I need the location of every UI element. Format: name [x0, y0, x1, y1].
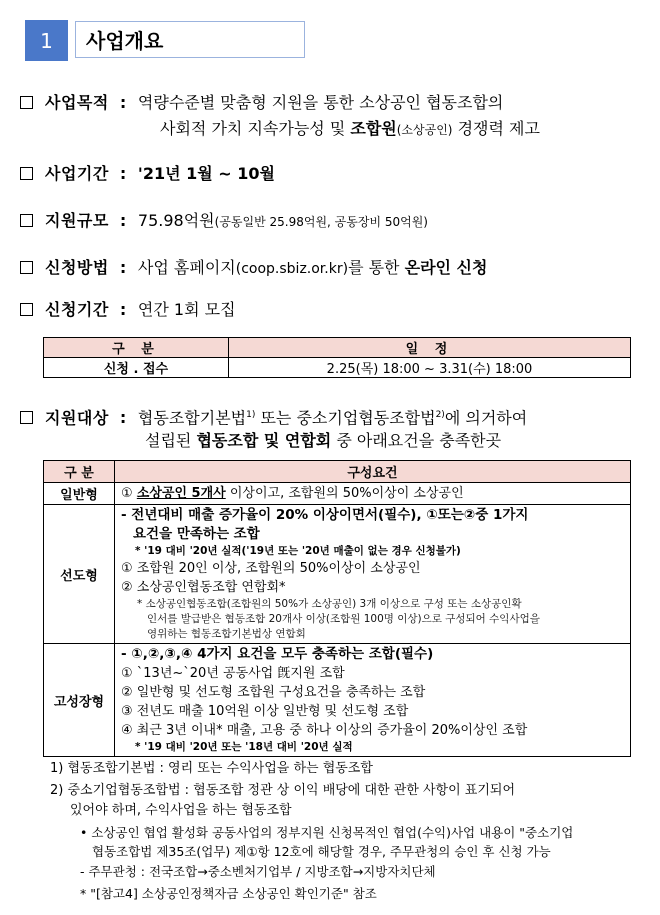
table-header: 일 정 [229, 338, 631, 358]
checkbox-icon [20, 261, 33, 274]
target-row-2: 설립된 협동조합 및 연합회 중 아래요건을 충족한곳 [145, 431, 502, 450]
checkbox-icon [20, 96, 33, 109]
period-row: 사업기간 : '21년 1월 ~ 10월 [20, 163, 275, 185]
table-row-leading [44, 505, 631, 644]
footnote-2: 2) 중소기업협동조합법 : 협동조합 정관 상 이익 배당에 대한 관한 사항이 표기되어 [50, 783, 516, 798]
checkbox-icon [20, 214, 33, 227]
category-growth: 고성장형 [44, 644, 115, 757]
table-row-general [44, 483, 631, 505]
general-requirement: ① 소상공인 5개사 이상이고, 조합원의 50%이상이 소상공인 [115, 483, 631, 505]
footnote-2-cont: 있어야 하며, 수익사업을 하는 협동조합 [70, 803, 292, 818]
category-general: 일반형 [44, 483, 115, 505]
section-number: 1 [25, 20, 68, 61]
growth-requirement: - ①,②,③,④ 4가지 요건을 모두 충족하는 조합(필수) ① `13년~`20년 공동사업 旣지원 조합 ② 일반형 및 선도형 조합원 구성요건을 충족하는 조합 ③ 전년도 매출 10억원 이상 일반형 및 선도형 조합 ④ 최근 3년 이내* 매출, 고용 중 하나 이상의 증가율이 20%이상인 조합 * '19 대비 '20년 또는 '18년 대비 '20년 실적 [115, 644, 631, 757]
scale-row: 지원규모 : 75.98억원(공동일반 25.98억원, 공동장비 50억원) [20, 210, 428, 233]
footnote-bullet-cont: 협동조합법 제35조(업무) 제①항 12호에 해당할 경우, 주무관청의 승인 후 신청 가능 [92, 844, 551, 859]
schedule-table [43, 337, 631, 378]
table-cell: 신청 . 접수 [44, 358, 229, 378]
footnote-bullet: • 소상공인 협업 활성화 공동사업의 정부지원 신청목적인 협업(수익)사업 내용이 "중소기업 [80, 825, 574, 840]
method-row: 신청방법 : 사업 홈페이지(coop.sbiz.or.kr)를 통한 온라인 신청 [20, 257, 487, 280]
checkbox-icon [20, 303, 33, 316]
table-header: 구 분 [44, 461, 115, 483]
table-header: 구성요건 [115, 461, 631, 483]
section-title: 사업개요 [75, 21, 305, 58]
checkbox-icon [20, 167, 33, 180]
table-header: 구 분 [44, 338, 229, 358]
apply-period-row: 신청기간 : 연간 1회 모집 [20, 299, 236, 321]
table-row-growth [44, 644, 631, 757]
target-row: 지원대상 : 협동조합기본법$^{1)}$ 또는 중소기업협동조합법$^{2)}$에 의거하여 [20, 404, 527, 429]
table-row [44, 358, 631, 378]
checkbox-icon [20, 411, 33, 424]
eligibility-table [43, 460, 631, 757]
table-header-row [44, 461, 631, 483]
purpose-row: 사업목적 : 역량수준별 맞춤형 지원을 통한 소상공인 협동조합의 [20, 92, 503, 114]
table-header-row [44, 338, 631, 358]
category-leading: 선도형 [44, 505, 115, 644]
purpose-row-2: 사회적 가치 지속가능성 및 조합원(소상공인) 경쟁력 제고 [160, 119, 540, 138]
footnote-1: 1) 협동조합기본법 : 영리 또는 수익사업을 하는 협동조합 [50, 761, 373, 776]
leading-requirement: - 전년대비 매출 증가율이 20% 이상이면서(필수), ①또는②중 1가지 요건을 만족하는 조합 * '19 대비 '20년 실적('19년 또는 '20년 매출이 없는 경우 신청불가) ① 조합원 20인 이상, 조합원의 50%이상이 소상공인 ② 소상공인협동조합 연합회* * 소상공인협동조합(조합원의 50%가 소상공인) 3개 이상으로 구성 또는 소상공인확 인서를 발급받은 협동조합 20개사 이상(조합원 100명 이상)으로 구성되어 수익사업을 영위하는 협동조합기본법상 연합회 [115, 505, 631, 644]
footnote-reference: * "[참고4] 소상공인정책자금 소상공인 확인기준" 참조 [80, 886, 377, 901]
footnote-authority: - 주무관청 : 전국조합→중소벤처기업부 / 지방조합→지방자치단체 [80, 864, 436, 879]
table-cell: 2.25(목) 18:00 ~ 3.31(수) 18:00 [229, 358, 631, 378]
